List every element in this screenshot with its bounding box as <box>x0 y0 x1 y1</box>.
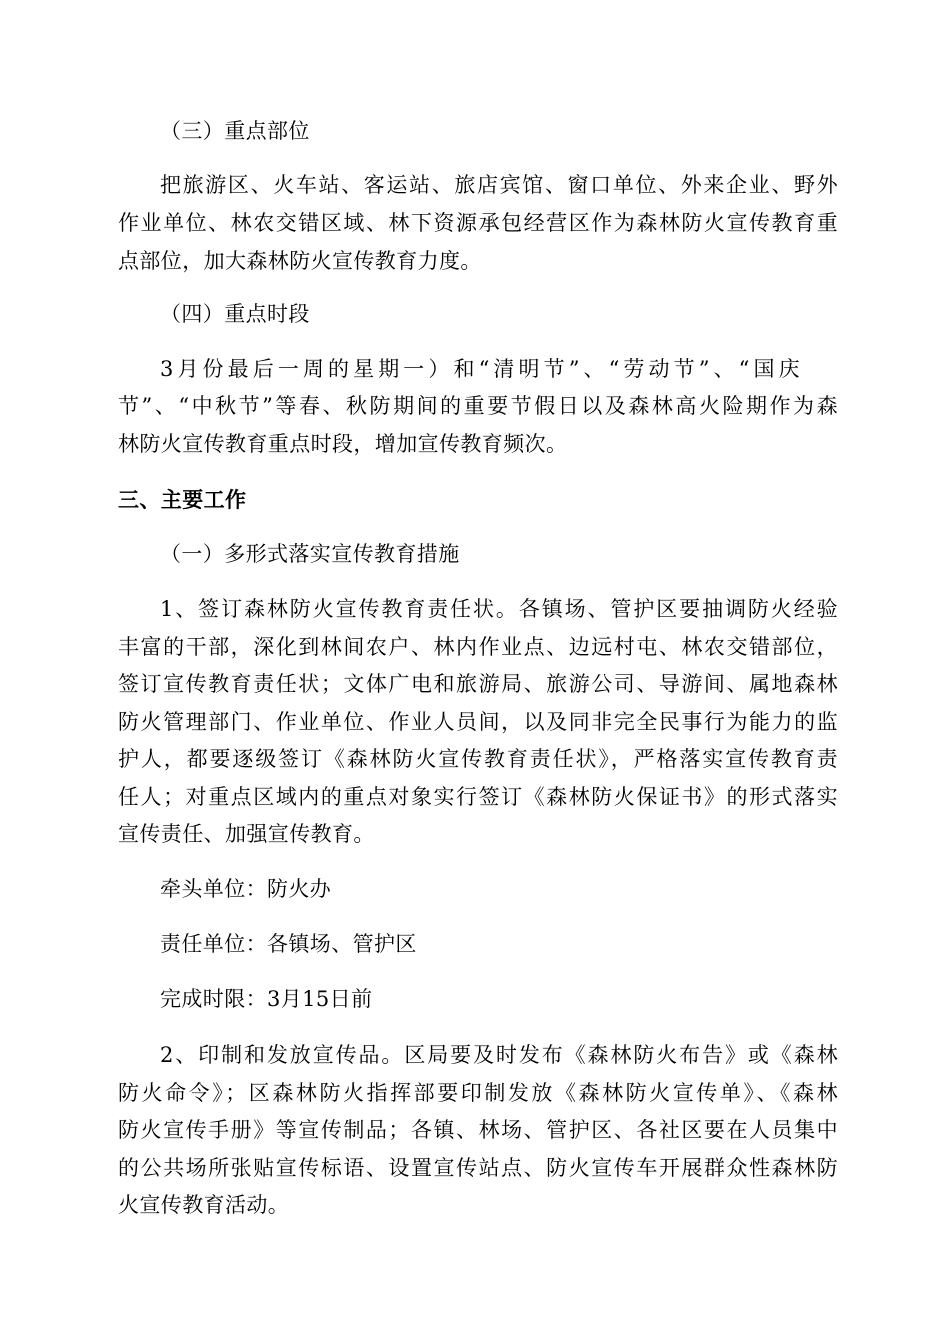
paragraph-item-2-line-1: 2、印制和发放宣传品。区局要及时发布《森林防火布告》或《森林 <box>160 1043 838 1067</box>
paragraph-item-1-line-6: 任人；对重点区域内的重点对象实行签订《森林防火保证书》的形式落实 <box>118 785 838 809</box>
paragraph-item-1-line-1: 1、签订森林防火宣传教育责任状。各镇场、管护区要抽调防火经验 <box>160 597 838 621</box>
paragraph-key-periods-line-1: 3月份最后一周的星期一）和“清明节”、“劳动节”、“国庆 <box>160 357 800 381</box>
lead-unit: 牵头单位：防火办 <box>160 877 332 901</box>
paragraph-key-locations-line-3: 点部位，加大森林防火宣传教育力度。 <box>118 249 482 273</box>
paragraph-item-1-line-3: 签订宣传教育责任状；文体广电和旅游局、旅游公司、导游间、属地森林 <box>118 672 838 696</box>
paragraph-key-locations-line-2: 作业单位、林农交错区域、林下资源承包经营区作为森林防火宣传教育重 <box>118 211 838 235</box>
paragraph-item-2-line-5: 火宣传教育活动。 <box>118 1193 290 1217</box>
subheading-key-periods: （四）重点时段 <box>160 302 310 326</box>
subheading-key-locations: （三）重点部位 <box>160 119 310 143</box>
subheading-education-measures: （一）多形式落实宣传教育措施 <box>160 542 460 566</box>
section-heading-main-work: 三、主要工作 <box>118 488 247 512</box>
paragraph-item-2-line-2: 防火命令》；区森林防火指挥部要印制发放《森林防火宣传单》、《森林 <box>118 1081 838 1105</box>
paragraph-key-locations-line-1: 把旅游区、火车站、客运站、旅店宾馆、窗口单位、外来企业、野外 <box>160 173 838 197</box>
paragraph-item-2-line-3: 防火宣传手册》等宣传制品；各镇、林场、管护区、各社区要在人员集中 <box>118 1118 838 1142</box>
paragraph-item-1-line-7: 宣传责任、加强宣传教育。 <box>118 822 375 846</box>
paragraph-item-2-line-4: 的公共场所张贴宣传标语、设置宣传站点、防火宣传车开展群众性森林防 <box>118 1156 838 1180</box>
paragraph-item-1-line-5: 护人，都要逐级签订《森林防火宣传教育责任状》，严格落实宣传教育责 <box>118 747 838 771</box>
paragraph-key-periods-line-2: 节”、“中秋节”等春、秋防期间的重要节假日以及森林高火险期作为森 <box>118 394 838 418</box>
paragraph-item-1-line-4: 防火管理部门、作业单位、作业人员间，以及同非完全民事行为能力的监 <box>118 710 838 734</box>
deadline: 完成时限：3月15日前 <box>160 987 373 1011</box>
responsible-unit: 责任单位：各镇场、管护区 <box>160 932 417 956</box>
paragraph-item-1-line-2: 丰富的干部，深化到林间农户、林内作业点、边远村屯、林农交错部位， <box>118 635 838 659</box>
paragraph-key-periods-line-3: 林防火宣传教育重点时段，增加宣传教育频次。 <box>118 432 568 456</box>
